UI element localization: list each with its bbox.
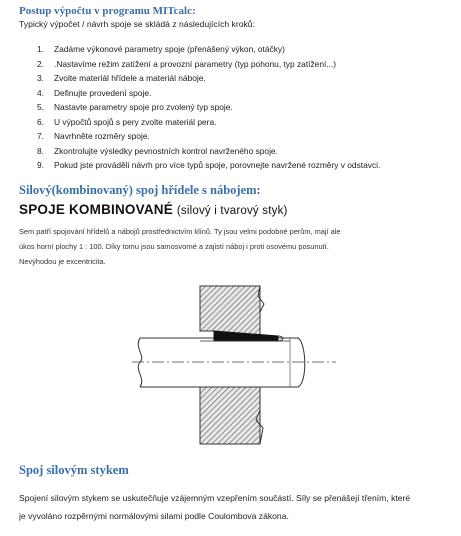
figure-title <box>19 202 288 217</box>
shaft-hub-wedge-drawing <box>130 282 340 452</box>
step-number: 7. <box>37 131 44 141</box>
heading-calculation-procedure: Postup výpočtu v programu MITcalc: <box>19 5 196 17</box>
heading-combined-joint: Silový(kombinovaný) spoj hřídele s nábojem: <box>19 183 261 197</box>
step-number: 1. <box>37 44 44 54</box>
figure-text-line: Sem patří spojování hřídelů a nábojů prostřednictvím klínů. Ty jsou velmi podobné perům, mají ale <box>19 227 341 236</box>
figure-title-main: SPOJE KOMBINOVANÉ <box>19 202 173 217</box>
figure-subtitle: (silový i tvarový styk) <box>176 205 288 217</box>
step-number: 9. <box>37 160 44 170</box>
step-text: .Nastavíme režim zatížení a provozní parametry (typ pohonu, typ zatížení...) <box>54 58 337 69</box>
step-number: 4. <box>37 87 44 98</box>
figure-text-line: úkos horní plochy 1 : 100. Díky tomu jsou samosvorné a zajistí náboj i proti osovému posunutí. <box>19 242 329 251</box>
step-text: U výpočtů spojů s pery zvolte materiál pera. <box>54 116 217 127</box>
hub-upper <box>200 286 260 336</box>
paragraph-line: je vyvoláno rozpěrnými normálovými silami podle Coulombova zákona. <box>19 511 289 521</box>
intro-text: Typický výpočet / návrh spoje se skládá z následujících kroků: <box>19 19 255 29</box>
step-text: Definujte provedení spoje. <box>54 87 152 98</box>
paragraph-line: Spojení silovým stykem se uskutečňuje vzájemným vzepřením součástí. Síly se přenášejí třením, které <box>19 493 411 503</box>
step-text: Zadáme výkonové parametry spoje (přenášený výkon, otáčky) <box>54 44 285 54</box>
step-text: Zkontrolujte výsledky pevnostních kontrol navrženého spoje. <box>54 145 278 156</box>
step-number: 8. <box>37 145 44 156</box>
heading-friction-joint: Spoj silovým stykem <box>19 463 129 477</box>
step-text: Pokud jste prováděli návrh pro více typů spoje, porovnejte navržené rozměry v odstavci. <box>54 160 381 170</box>
figure-text-line: Nevýhodou je excentricita. <box>19 257 106 266</box>
step-number: 2. <box>37 58 44 69</box>
step-text: Nastavte parametry spoje pro zvolený typ spoje. <box>54 102 233 112</box>
step-number: 5. <box>37 102 44 112</box>
hub-lower <box>200 387 260 444</box>
step-number: 3. <box>37 73 44 83</box>
step-text: Zvolte materiál hřídele a materiál náboje. <box>54 73 206 83</box>
shaft <box>140 338 305 387</box>
step-text: Navrhněte rozměry spoje. <box>54 131 150 141</box>
step-number: 6. <box>37 116 44 127</box>
